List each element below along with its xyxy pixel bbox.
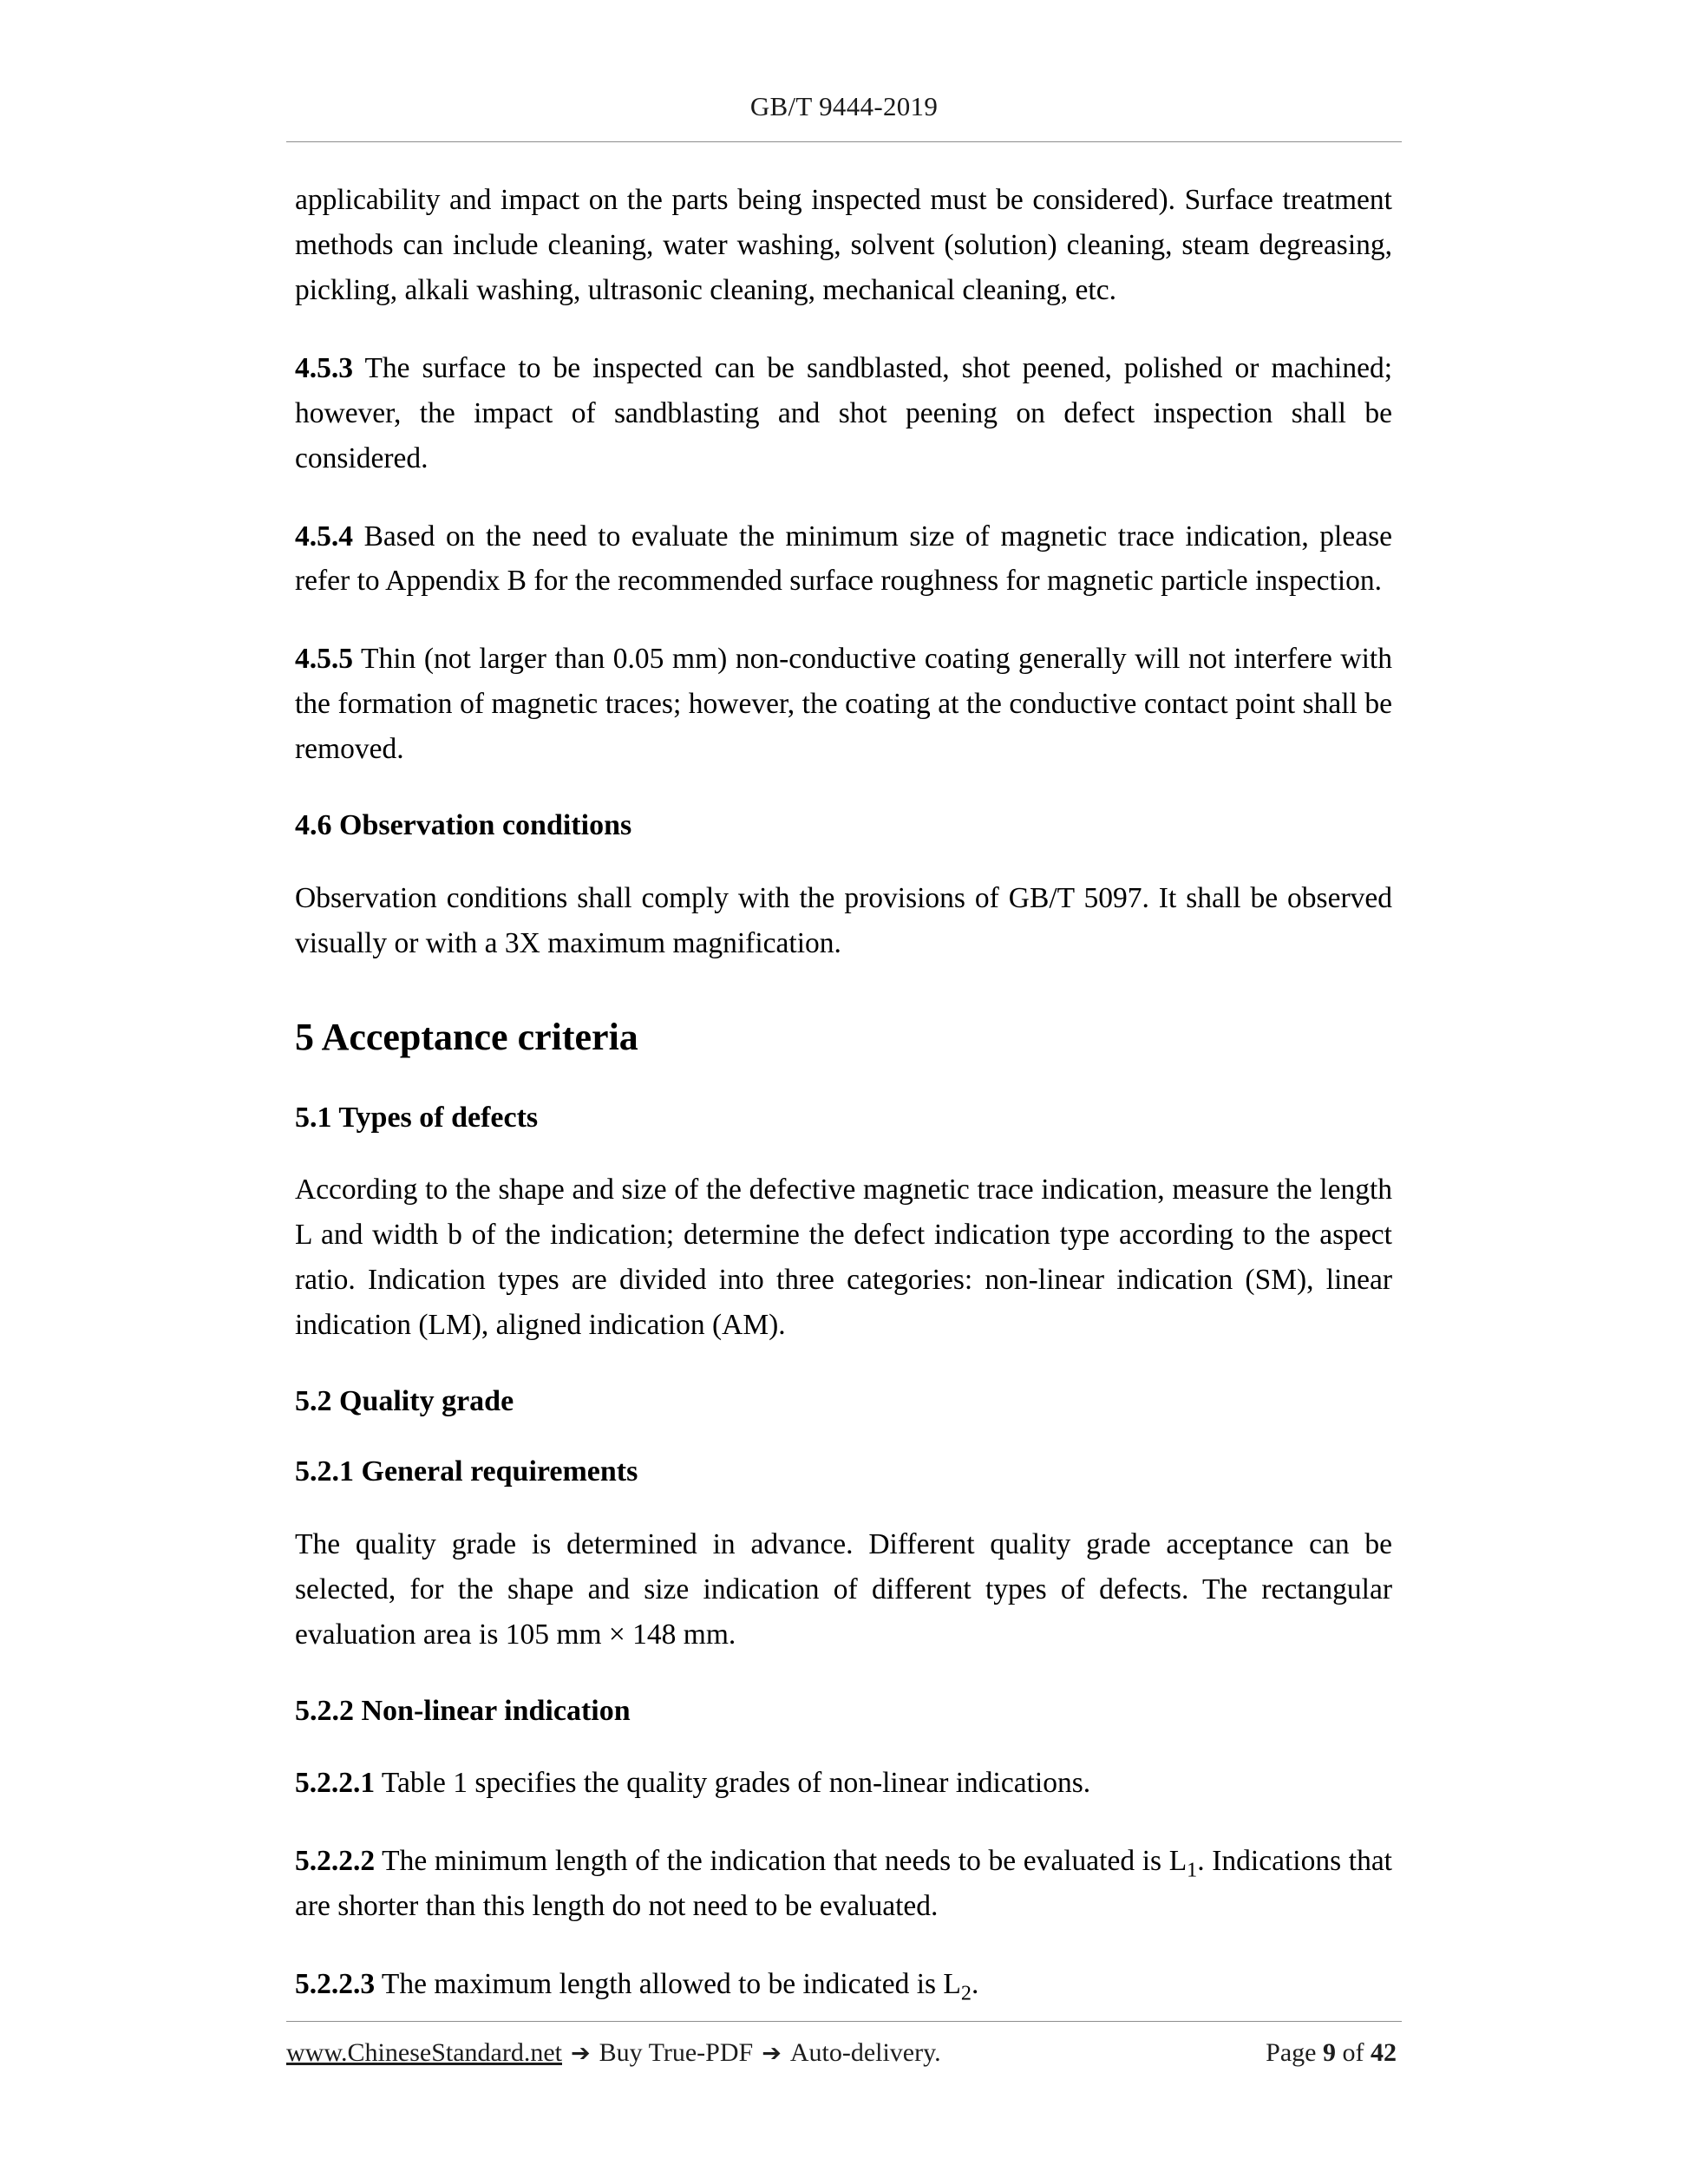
arrow-right-icon: ➔ — [571, 2040, 591, 2067]
page-indicator — [1266, 2038, 1397, 2068]
clause-number: 4.5.5 — [295, 643, 353, 676]
buy-label[interactable]: Buy True-PDF — [599, 2038, 754, 2067]
standard-id: GB/T 9444-2019 — [749, 91, 939, 121]
paragraph-5-2-2-3 — [295, 1962, 1392, 2007]
paragraph-text: The minimum length of the indication that needs to be evaluated is L — [382, 1845, 1187, 1878]
website-link[interactable]: www.ChineseStandard.net — [286, 2038, 562, 2067]
paragraph-text: The maximum length allowed to be indicated is L — [381, 1968, 961, 2001]
delivery-label: Auto-delivery. — [789, 2038, 941, 2067]
heading-5-2-2: 5.2.2 Non-linear indication — [295, 1694, 631, 1727]
page-header — [0, 91, 1688, 122]
footer-divider — [286, 2021, 1402, 2022]
footer-links — [286, 2038, 941, 2068]
header-divider — [286, 141, 1402, 142]
paragraph-4-6-body: Observation conditions shall comply with the provisions of GB/T 5097. It shall be observed visually or with a 3X maximum magnification. — [295, 881, 1392, 959]
paragraph-5-2-2-2 — [295, 1839, 1392, 1929]
heading-4-6: 4.6 Observation conditions — [295, 809, 632, 842]
paragraph-4-5-4 — [295, 514, 1392, 605]
paragraph-4-5-3 — [295, 346, 1392, 481]
subscript: 1 — [1187, 1860, 1198, 1883]
of-label: of — [1342, 2038, 1364, 2067]
paragraph-text: applicability and impact on the parts being inspected must be considered). Surface treatment methods can include cleaning, water washing, solvent (solution) cleaning, steam degreasing, pickling, alkali washing, ultrasonic cleaning, mechanical cleaning, etc. — [295, 184, 1392, 306]
paragraph-5-2-1-body: The quality grade is determined in advance. Different quality grade acceptance can be selected, for the shape and size indication of different types of defects. The rectangular evaluation area is 105 mm × 148 mm. — [295, 1528, 1392, 1651]
arrow-right-icon: ➔ — [762, 2040, 782, 2067]
paragraph-text: Based on the need to evaluate the minimum size of magnetic trace indication, please refer to Appendix B for the recommended surface roughness for magnetic particle inspection. — [295, 520, 1393, 598]
total-pages: 42 — [1371, 2038, 1397, 2067]
paragraph-text: The surface to be inspected can be sandblasted, shot peened, polished or machined; however, the impact of sandblasting and shot peening on defect inspection shall be considered. — [295, 351, 1392, 474]
clause-number: 5.2.2.1 — [295, 1767, 376, 1800]
paragraph-text: Thin (not larger than 0.05 mm) non-conductive coating generally will not interfere with the formation of magnetic traces; however, the coating at the conductive contact point shall be removed. — [295, 643, 1392, 766]
clause-number: 4.5.4 — [295, 520, 353, 553]
paragraph-continuation — [295, 178, 1392, 313]
page-number: 9 — [1323, 2038, 1336, 2067]
paragraph-text-cont: . — [971, 1968, 979, 2001]
clause-number: 5.2.2.2 — [295, 1845, 376, 1878]
paragraph-text: Table 1 specifies the quality grades of non-linear indications. — [381, 1767, 1091, 1800]
paragraph-text-cont: . Indications that are shorter than this length do not need to be evaluated. — [295, 1845, 1392, 1923]
clause-number: 5.2.2.3 — [295, 1968, 376, 2001]
paragraph-5-2-2-1 — [295, 1761, 1392, 1806]
clause-number: 4.5.3 — [295, 351, 353, 384]
heading-5-2: 5.2 Quality grade — [295, 1384, 514, 1417]
heading-5-2-1: 5.2.1 General requirements — [295, 1455, 638, 1488]
subscript: 2 — [960, 1982, 972, 2005]
paragraph-4-5-5 — [295, 637, 1392, 772]
heading-section-5: 5 Acceptance criteria — [295, 1015, 638, 1058]
page-footer — [286, 2038, 1402, 2068]
paragraph-5-1-body: According to the shape and size of the defective magnetic trace indication, measure the length L and width b of the indication; determine the defect indication type according to the aspect ratio. Indication types are divided into three categories: non-linear indication (SM), linear indication (LM), aligned indication (AM). — [295, 1174, 1392, 1341]
heading-5-1: 5.1 Types of defects — [295, 1101, 539, 1134]
page-content — [295, 178, 1392, 2007]
page-label: Page — [1266, 2038, 1317, 2067]
